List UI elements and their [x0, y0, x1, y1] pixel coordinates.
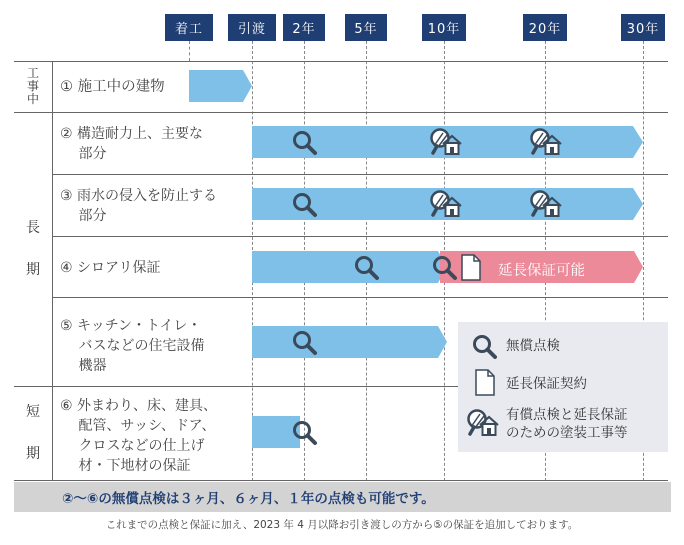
category-divider: [52, 61, 53, 480]
grid-line-row4-bottom: [52, 297, 668, 298]
search-house-icon: [466, 408, 500, 438]
bar-equipment: [252, 326, 448, 359]
guide-line-start: [189, 41, 190, 61]
header-year-20: 20年: [523, 14, 567, 41]
header-year-30: 30年: [621, 14, 665, 41]
legend: [458, 322, 668, 452]
document-icon: [460, 254, 482, 281]
row-label-equipment: ⑤ キッチン・トイレ・ バスなどの住宅設備 機器: [60, 318, 205, 374]
row-label-finishes: ⑥ 外まわり、床、建具、 配管、サッシ、ドア、 クロスなどの仕上げ 材・下地材の保証: [60, 398, 218, 474]
category-long-term: 長 期: [26, 219, 40, 278]
extension-label: 延長保証可能: [498, 263, 585, 279]
search-icon: [292, 420, 318, 446]
search-house-icon: [429, 127, 463, 157]
search-icon: [354, 255, 380, 281]
grid-line-top: [14, 61, 668, 62]
header-year-5: 5年: [345, 14, 387, 41]
search-house-icon: [429, 189, 463, 219]
header-year-2: 2年: [283, 14, 325, 41]
row-label-termite: ④ シロアリ保証: [60, 260, 161, 276]
legend-extension-contract: 延長保証契約: [506, 376, 587, 392]
bar-termite: [252, 251, 448, 284]
document-icon: [474, 369, 496, 396]
search-icon: [292, 130, 318, 156]
search-house-icon: [529, 127, 563, 157]
header-handover: 引渡: [228, 14, 276, 41]
bar-construction: [189, 70, 253, 103]
search-icon: [292, 330, 318, 356]
footnote: これまでの点検と保証に加え、2023 年 4 月以降お引き渡しの方から⑤の保証を追加しております。: [105, 519, 579, 531]
category-construction: 工 事 中: [26, 65, 39, 107]
note-bar: [14, 482, 671, 512]
header-start: 着工: [165, 14, 213, 41]
grid-line-row3-bottom: [52, 236, 668, 237]
search-icon: [472, 334, 498, 360]
grid-line-construction-bottom: [14, 112, 668, 113]
search-icon: [432, 255, 458, 281]
legend-paid-inspection: 有償点検と延長保証 のための塗装工事等: [506, 407, 628, 441]
header-year-10: 10年: [422, 14, 466, 41]
search-icon: [292, 192, 318, 218]
search-house-icon: [529, 189, 563, 219]
note-text: ②〜⑥の無償点検は３ヶ月、６ヶ月、１年の点検も可能です。: [62, 491, 435, 507]
legend-free-inspection: 無償点検: [506, 338, 560, 354]
row-label-rainwater: ③ 雨水の侵入を防止する 部分: [60, 188, 218, 224]
category-short-term: 短 期: [26, 403, 40, 462]
row-label-construction: ① 施工中の建物: [60, 79, 165, 95]
grid-line-row2-bottom: [52, 174, 668, 175]
grid-line-bottom: [14, 480, 668, 481]
row-label-structure: ② 構造耐力上、主要な 部分: [60, 126, 204, 162]
